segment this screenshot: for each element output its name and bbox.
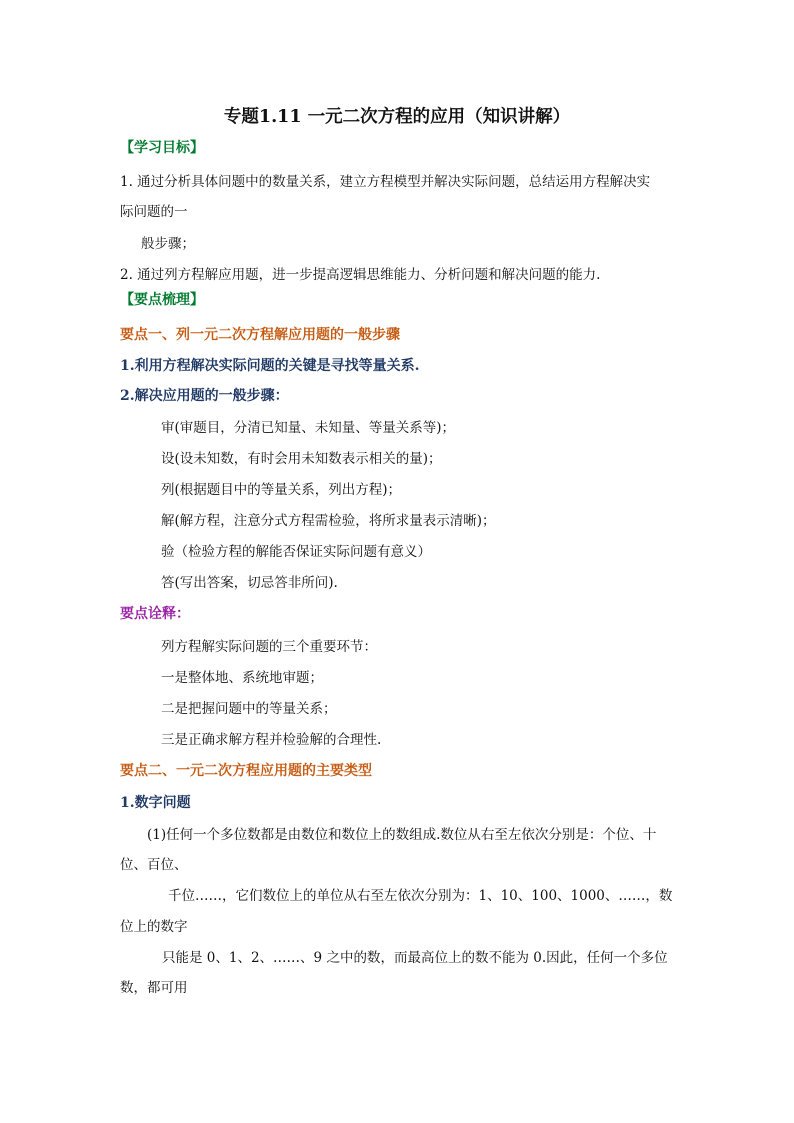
point2-sub1: 1.数字问题 (120, 795, 191, 811)
para-line-6: 数，都可用 (120, 980, 188, 996)
objective-1-line-3: 般步骤； (141, 236, 195, 252)
explanation-line-1: 列方程解实际问题的三个重要环节： (161, 639, 377, 655)
para-line-5: 只能是 0、1、2、……、9 之中的数，而最高位上的数不能为 0.因此，任何一个多位 (162, 950, 668, 966)
page-title: 专题1.11 一元二次方程的应用（知识讲解） (223, 107, 571, 127)
point2-heading: 要点二、一元二次方程应用题的主要类型 (120, 763, 372, 779)
point1-heading: 要点一、列一元二次方程解应用题的一般步骤 (120, 327, 400, 343)
explanation-line-3: 二是把握问题中的等量关系； (161, 701, 337, 717)
para-line-4: 位上的数字 (120, 919, 188, 935)
explanation-line-4: 三是正确求解方程并检验解的合理性. (161, 732, 382, 748)
para-line-3: 千位……，它们数位上的单位从右至左依次分别为：1、10、100、1000、……，数 (168, 888, 673, 904)
explanation-line-2: 一是整体地、系统地审题； (161, 670, 323, 686)
point1-sub1: 1.利用方程解决实际问题的关键是寻找等量关系. (120, 358, 420, 374)
objective-2: 2. 通过列方程解应用题，进一步提高逻辑思维能力、分析问题和解决问题的能力. (120, 267, 601, 283)
step-lie: 列(根据题目中的等量关系，列出方程)； (161, 482, 402, 498)
para-line-2: 位、百位、 (120, 857, 188, 873)
step-shen: 审(审题目，分清已知量、未知量、等量关系等)； (161, 420, 456, 436)
explanation-heading: 要点诠释： (120, 606, 190, 622)
step-jie: 解(解方程，注意分式方程需检验，将所求量表示清晰)； (161, 513, 496, 529)
objectives-header: 【学习目标】 (120, 140, 204, 156)
objective-1-line-1: 1. 通过分析具体问题中的数量关系，建立方程模型并解决实际问题，总结运用方程解决实 (120, 174, 651, 190)
step-da: 答(写出答案，切忌答非所问). (161, 575, 338, 591)
step-yan: 验（检验方程的解能否保证实际问题有意义） (161, 544, 431, 560)
para-line-1: (1)任何一个多位数都是由数位和数位上的数组成.数位从右至左依次分别是：个位、十 (147, 827, 657, 843)
step-she: 设(设未知数，有时会用未知数表示相关的量)； (161, 451, 442, 467)
key-points-header: 【要点梳理】 (120, 292, 204, 308)
point1-sub2: 2.解决应用题的一般步骤： (120, 388, 289, 404)
objective-1-line-2: 际问题的一 (120, 204, 188, 220)
